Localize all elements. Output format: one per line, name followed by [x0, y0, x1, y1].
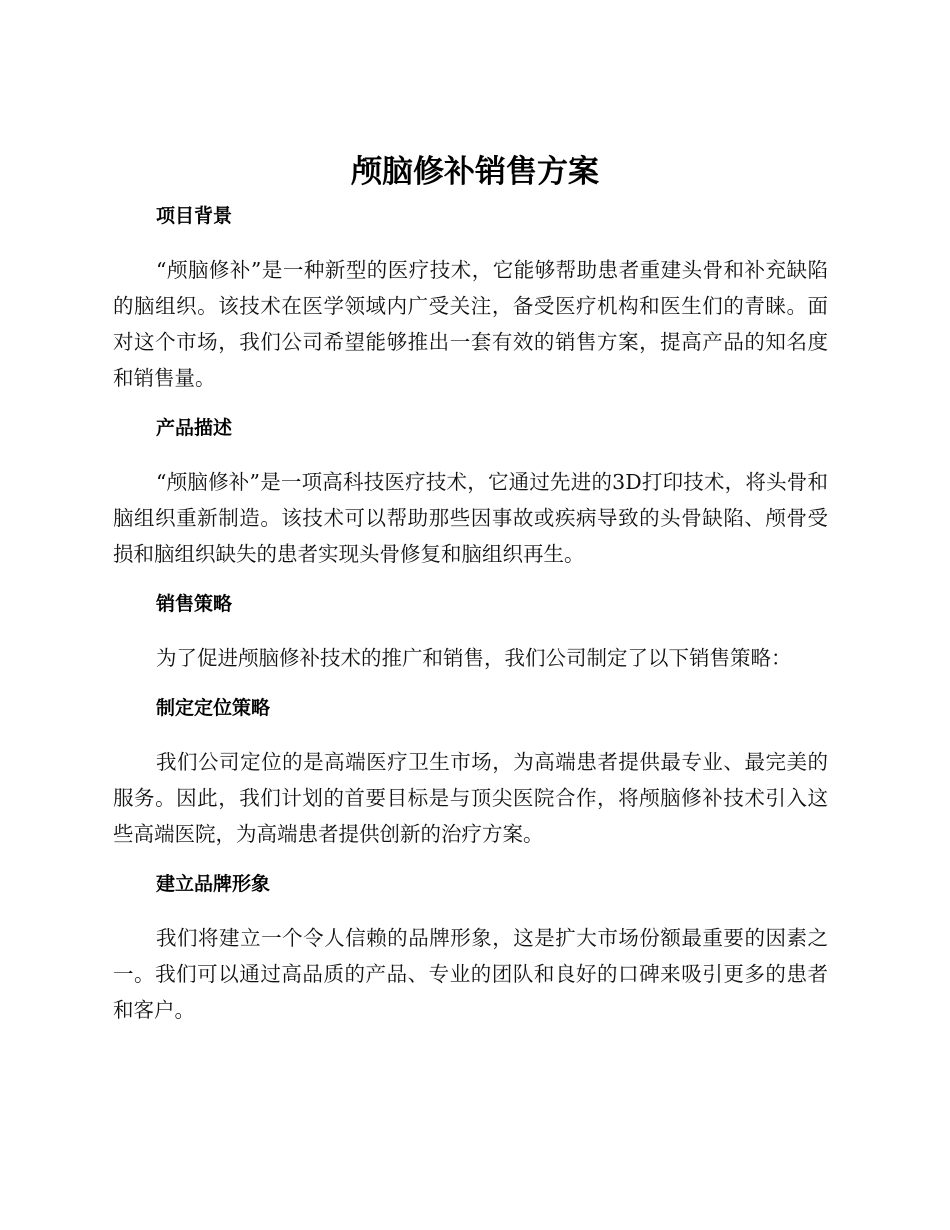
section-heading: 产品描述	[156, 417, 233, 439]
section-product-description	[113, 414, 828, 590]
section-project-background	[113, 202, 828, 414]
document-body	[113, 202, 828, 1028]
section-paragraph: “颅脑修补”是一种新型的医疗技术，它能够帮助患者重建头骨和补充缺陷的脑组织。该技术在医学领域内广受关注，备受医疗机构和医生们的青睐。面对这个市场，我们公司希望能够推出一套有效的销售方案，提高产品的知名度和销售量。	[113, 258, 828, 390]
section-paragraph: 我们公司定位的是高端医疗卫生市场，为高端患者提供最专业、最完美的服务。因此，我们计划的首要目标是与顶尖医院合作，将颅脑修补技术引入这些高端医院，为高端患者提供创新的治疗方案。	[113, 750, 828, 846]
section-heading: 建立品牌形象	[156, 873, 271, 895]
section-brand-image	[113, 870, 828, 1028]
section-sales-strategy	[113, 590, 828, 694]
section-heading: 制定定位策略	[156, 697, 271, 719]
section-paragraph: “颅脑修补”是一项高科技医疗技术，它通过先进的3D打印技术，将头骨和脑组织重新制造。该技术可以帮助那些因事故或疾病导致的头骨缺陷、颅骨受损和脑组织缺失的患者实现头骨修复和脑组织再生。	[113, 470, 828, 566]
section-paragraph: 我们将建立一个令人信赖的品牌形象，这是扩大市场份额最重要的因素之一。我们可以通过高品质的产品、专业的团队和良好的口碑来吸引更多的患者和客户。	[113, 926, 828, 1022]
section-paragraph: 为了促进颅脑修补技术的推广和销售，我们公司制定了以下销售策略：	[156, 646, 792, 670]
section-heading: 项目背景	[156, 205, 233, 227]
section-heading: 销售策略	[156, 593, 233, 615]
document-title: 颅脑修补销售方案	[351, 154, 599, 190]
section-positioning-strategy	[113, 694, 828, 870]
